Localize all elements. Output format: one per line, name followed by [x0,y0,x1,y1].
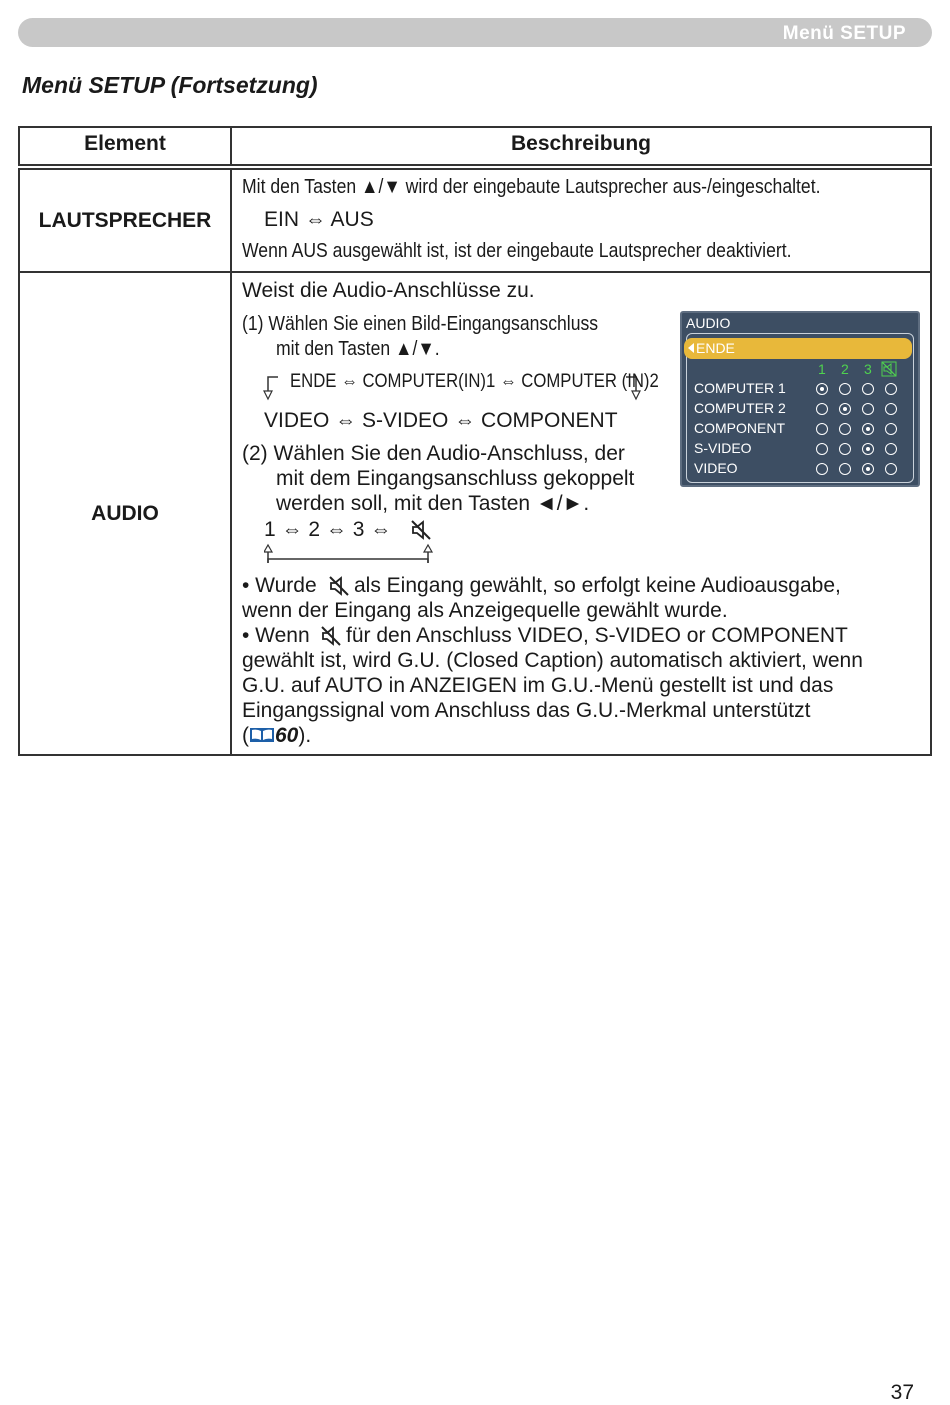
audio-osd-menu [680,311,920,487]
osd-radio-button[interactable] [816,423,828,435]
row-description-lautsprecher [231,167,931,272]
osd-radio-button[interactable] [862,383,874,395]
lautsprecher-line-3: Wenn AUS ausgewählt ist, ist der eingebaute Lautsprecher deaktiviert. [242,240,792,262]
table-row [19,167,931,272]
audio-step2-b: mit dem Eingangsanschluss gekoppelt [276,467,635,490]
book-icon [249,726,275,744]
reference-page: 60 [275,724,299,747]
audio-step2-a: (2) Wählen Sie den Audio-Anschluss, der [242,442,625,465]
row-element-lautsprecher: LAUTSPRECHER [19,167,231,272]
table-row [19,272,931,755]
column-header-description: Beschreibung [231,127,931,167]
osd-radio-button[interactable] [862,403,874,415]
osd-row-label: COMPUTER 2 [694,400,786,416]
mute-icon [881,361,897,377]
audio-note1-a: • Wurde [242,574,317,597]
page-number: 37 [890,1381,914,1404]
table-header-row [19,127,931,167]
osd-radio-button[interactable] [862,423,874,435]
osd-radio-button[interactable] [839,423,851,435]
osd-col-2: 2 [841,361,849,377]
reference-close: ). [298,724,312,747]
osd-radio-button[interactable] [885,383,897,395]
osd-row-label: VIDEO [694,460,738,476]
cycle-arrow-icon [264,543,434,565]
osd-radio-button[interactable] [816,463,828,475]
audio-note2-e: Eingangssignal vom Anschluss das G.U.-Merkmal unterstützt [242,699,811,722]
audio-intro: Weist die Audio-Anschlüsse zu. [242,279,535,302]
audio-step2-c: werden soll, mit den Tasten ◄/►. [276,492,590,515]
audio-cycle-1: ENDE ⇔ COMPUTER(IN)1 ⇔ COMPUTER (IN)2 [290,371,659,392]
row-description-audio [231,272,931,755]
osd-row-label: COMPONENT [694,420,785,436]
lautsprecher-line-1: Mit den Tasten ▲/▼ wird der eingebaute Lautsprecher aus-/eingeschaltet. [242,176,821,198]
osd-col-1: 1 [818,361,826,377]
audio-note2-d: G.U. auf AUTO in ANZEIGEN im G.U.-Menü gestellt ist und das [242,674,834,697]
audio-note1-b: als Eingang gewählt, so erfolgt keine Audioausgabe, [354,574,841,597]
row-element-audio: AUDIO [19,272,231,755]
audio-note2-a: • Wenn [242,624,310,647]
page-title: Menü SETUP (Fortsetzung) [22,72,318,98]
osd-radio-button[interactable] [839,463,851,475]
osd-title: AUDIO [686,315,731,331]
setup-table [18,126,932,756]
osd-radio-button[interactable] [885,423,897,435]
osd-radio-button[interactable] [839,443,851,455]
osd-radio-button[interactable] [816,383,828,395]
audio-note1-c: wenn der Eingang als Anzeigequelle gewählt wurde. [242,599,728,622]
osd-radio-button[interactable] [816,443,828,455]
osd-radio-button[interactable] [885,403,897,415]
osd-col-3: 3 [864,361,872,377]
page-reference [242,724,311,748]
audio-note2-b: für den Anschluss VIDEO, S-VIDEO or COMPONENT [346,624,848,647]
header-section-label: Menü SETUP [782,23,906,44]
reference-open-paren: ( [242,724,249,747]
mute-icon [328,575,350,597]
audio-step1-b: mit den Tasten ▲/▼. [276,338,440,360]
osd-radio-button[interactable] [816,403,828,415]
lautsprecher-line-2: EIN ⇔ AUS [264,208,374,231]
arrow-left-icon [688,343,694,353]
osd-radio-button[interactable] [839,403,851,415]
header-bar [18,18,932,47]
osd-radio-button[interactable] [839,383,851,395]
osd-radio-button[interactable] [862,463,874,475]
osd-ende-item [684,338,912,359]
audio-note2-c: gewählt ist, wird G.U. (Closed Caption) automatisch aktiviert, wenn [242,649,863,672]
osd-radio-button[interactable] [885,463,897,475]
osd-radio-button[interactable] [862,443,874,455]
osd-radio-button[interactable] [885,443,897,455]
audio-cycle-2: VIDEO ⇔ S-VIDEO ⇔ COMPONENT [264,409,618,432]
mute-icon [410,519,432,541]
osd-row-label: COMPUTER 1 [694,380,786,396]
audio-cycle-3: 1 ⇔ 2 ⇔ 3 ⇔ [264,518,392,541]
osd-row-label: S-VIDEO [694,440,752,456]
audio-step1-a: (1) Wählen Sie einen Bild-Eingangsanschluss [242,313,599,335]
mute-icon [320,625,342,647]
column-header-element: Element [19,127,231,167]
osd-ende-label: ENDE [696,340,735,356]
